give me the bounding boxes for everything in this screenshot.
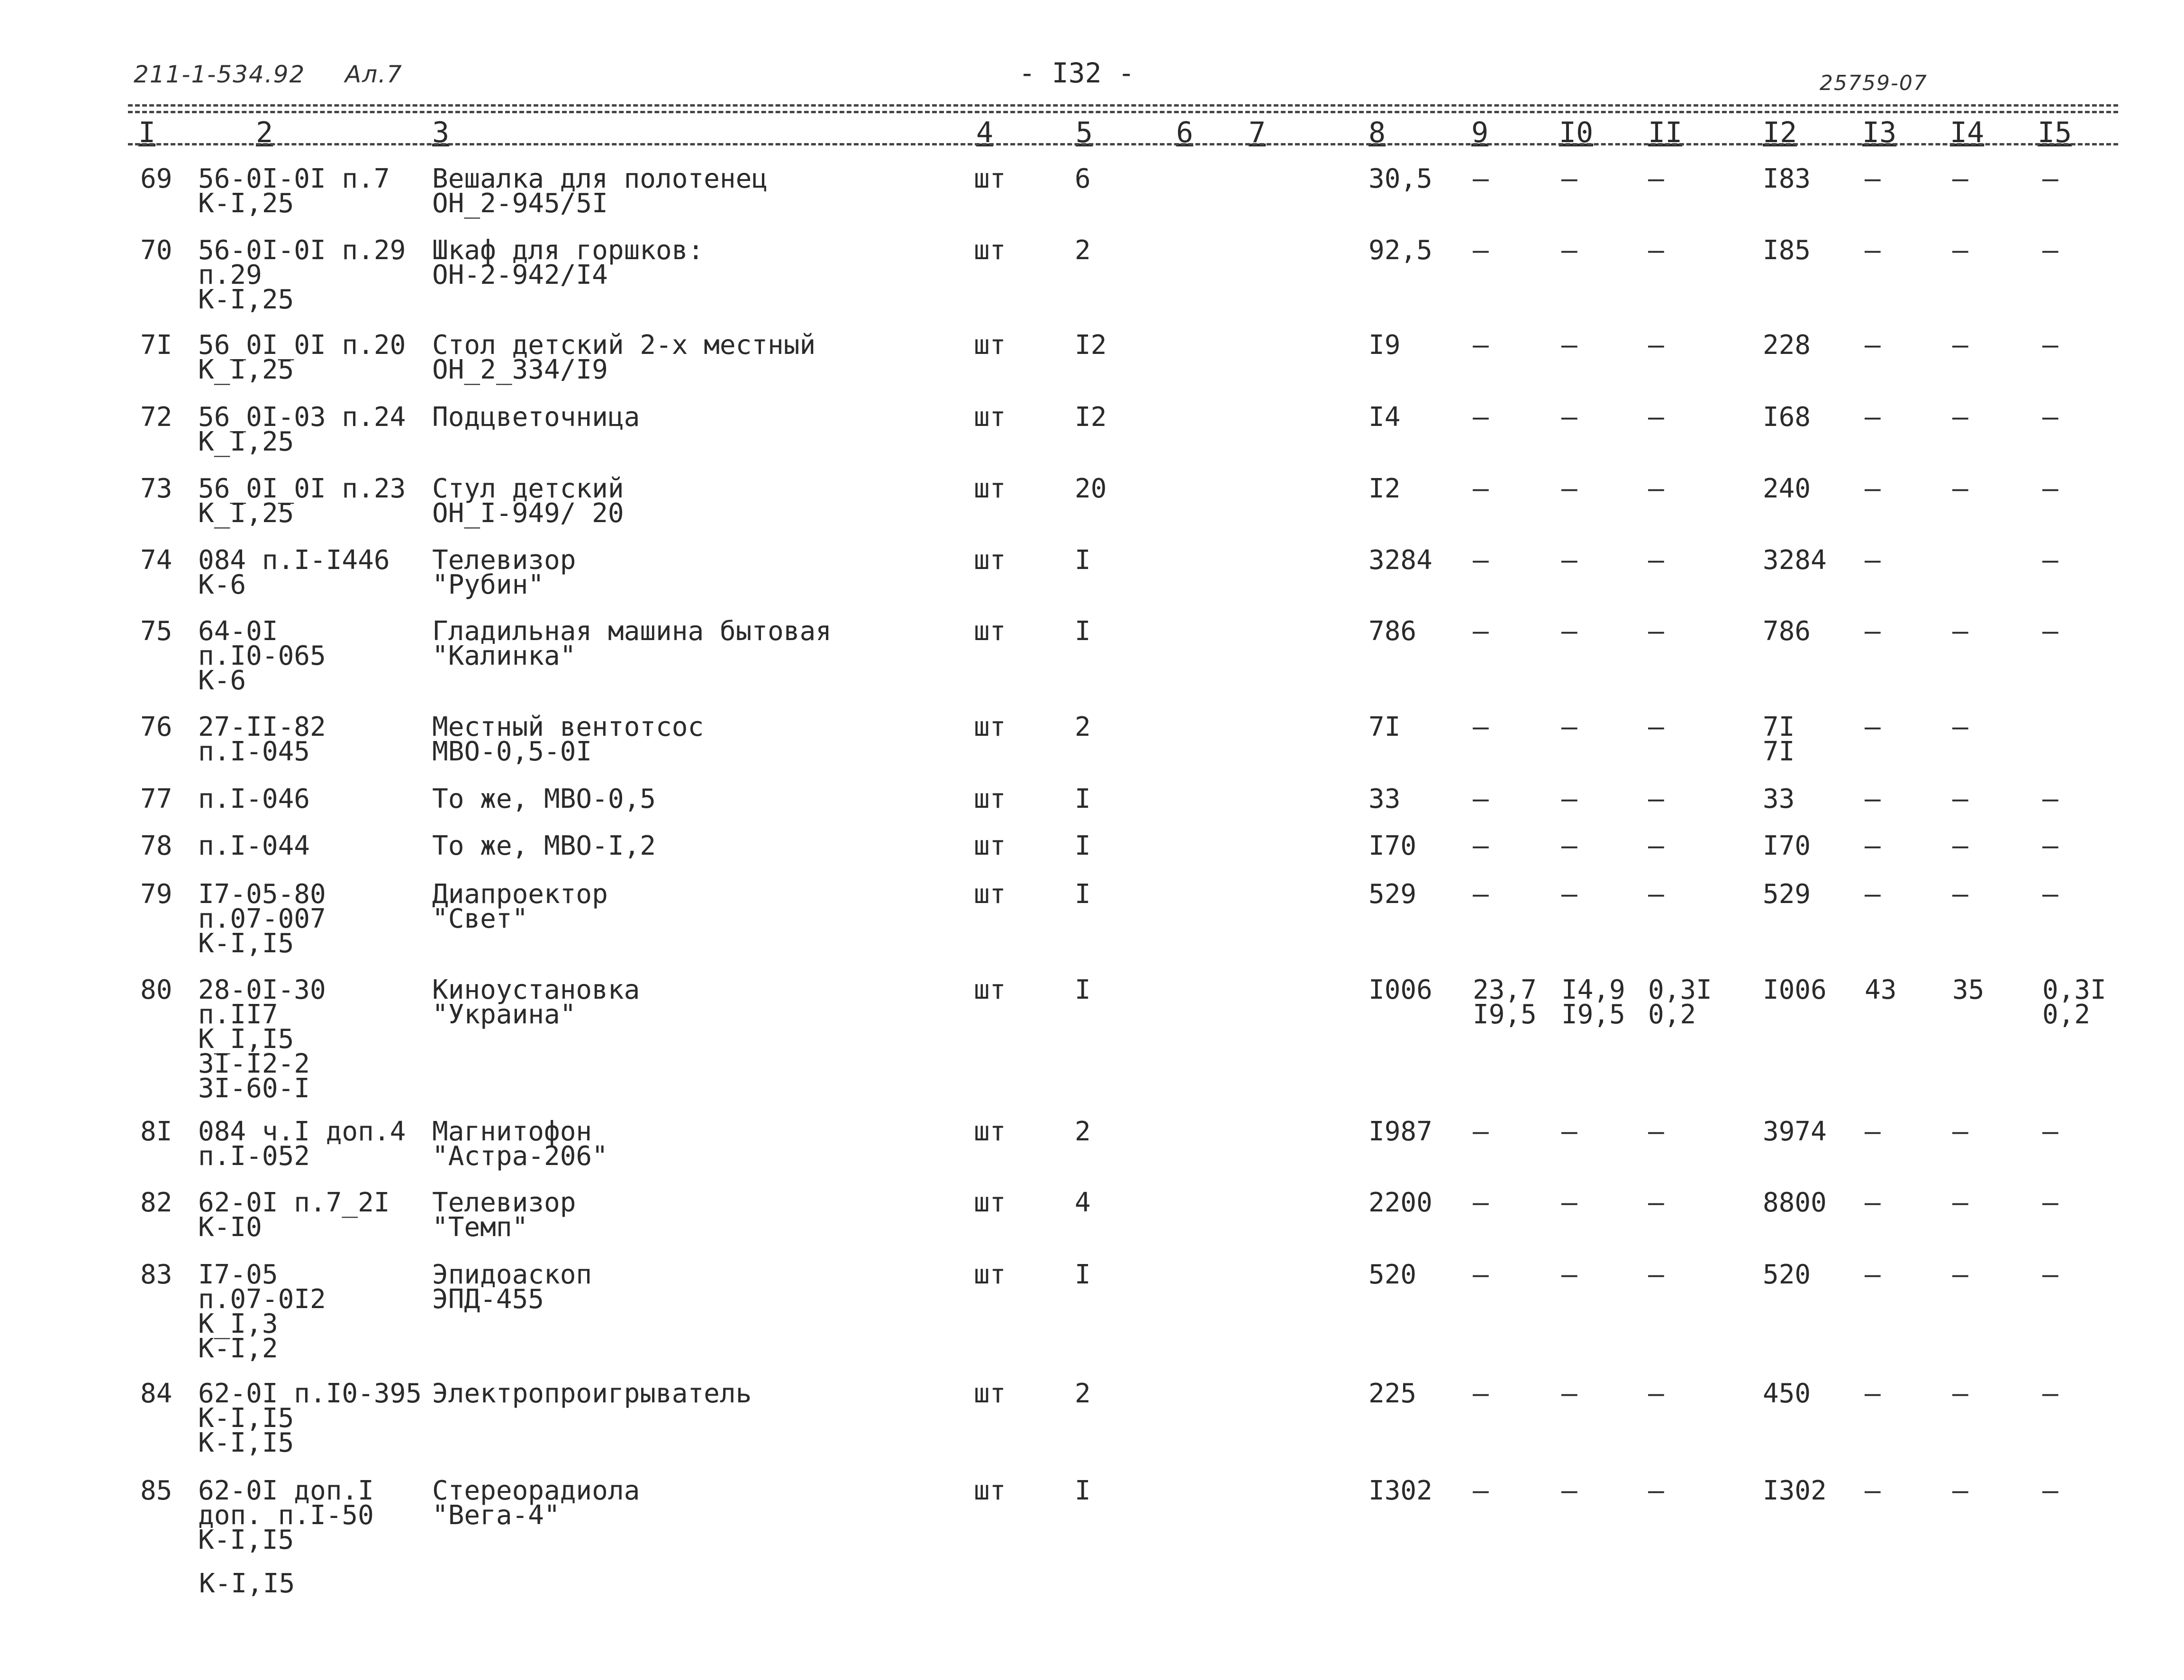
row-number: 76 (140, 712, 172, 742)
price-code: 56-0I-0I п.7 К-I,25 (198, 163, 390, 219)
unit: шт (974, 712, 1006, 742)
total-cost: 8800 (1763, 1187, 1827, 1218)
col-11: – (1648, 1116, 1664, 1147)
col-15: – (2042, 879, 2058, 910)
col-10: – (1561, 235, 1577, 266)
col-14: – (1952, 1475, 1968, 1506)
item-name: Вешалка для полотенец ОН_2-945/5I (432, 163, 768, 219)
col-10: – (1561, 330, 1577, 361)
column-number: 9 (1471, 116, 1489, 149)
col-15: – (2042, 616, 2058, 647)
col-11: – (1648, 831, 1664, 861)
column-number: I (138, 116, 156, 149)
col-14: – (1952, 616, 1968, 647)
col-13: – (1865, 473, 1881, 504)
total-cost: I302 (1763, 1475, 1827, 1506)
price-code: п.I-046 (198, 784, 310, 814)
col-13: – (1865, 1475, 1881, 1506)
total-cost: 3284 (1763, 545, 1827, 576)
total-cost: 529 (1763, 879, 1811, 910)
price-code: I7-05 п.07-0I2 К_I,3 К-I,2 (198, 1259, 326, 1364)
item-name: Эпидоаскоп ЭПД-455 (432, 1259, 592, 1315)
col-13: – (1865, 712, 1881, 742)
col-9: – (1473, 784, 1489, 814)
quantity: I (1075, 975, 1091, 1005)
unit: шт (974, 616, 1006, 647)
col-14: – (1952, 1116, 1968, 1147)
price-code: 084 п.I-I446 К-6 (198, 545, 390, 600)
col-9: – (1473, 545, 1489, 576)
total-cost: 450 (1763, 1378, 1811, 1409)
unit-cost: 520 (1368, 1259, 1417, 1290)
total-cost: 3974 (1763, 1116, 1827, 1147)
col-15: – (2042, 163, 2058, 194)
col-15: 0,3I 0,2 (2042, 975, 2106, 1030)
unit-cost: I4 (1368, 402, 1401, 433)
col-14: – (1952, 879, 1968, 910)
total-cost: I83 (1763, 163, 1811, 194)
col-13: – (1865, 235, 1881, 266)
quantity: 2 (1075, 1378, 1091, 1409)
col-14: – (1952, 1378, 1968, 1409)
column-number: 4 (976, 116, 994, 149)
row-number: 78 (140, 831, 172, 861)
unit: шт (974, 473, 1006, 504)
quantity: I2 (1075, 402, 1107, 433)
col-10: – (1561, 784, 1577, 814)
col-11: – (1648, 1475, 1664, 1506)
header-divider-bottom (128, 143, 2118, 145)
col-10: – (1561, 402, 1577, 433)
item-name: Магнитофон "Астра-206" (432, 1116, 608, 1172)
col-9: – (1473, 879, 1489, 910)
quantity: 2 (1075, 1116, 1091, 1147)
col-14: – (1952, 330, 1968, 361)
row-number: 72 (140, 402, 172, 433)
column-number: I0 (1559, 116, 1594, 149)
col-13: 43 (1865, 975, 1897, 1005)
unit: шт (974, 784, 1006, 814)
col-15: – (2042, 784, 2058, 814)
unit-cost: 2200 (1368, 1187, 1432, 1218)
unit-cost: I302 (1368, 1475, 1432, 1506)
column-number: II (1648, 116, 1683, 149)
header-divider-top-2 (128, 111, 2118, 113)
unit: шт (974, 1187, 1006, 1218)
price-code: 62-0I п.I0-395 К-I,I5 К-I,I5 (198, 1378, 422, 1458)
col-10: – (1561, 712, 1577, 742)
col-13: – (1865, 831, 1881, 861)
col-10: – (1561, 1116, 1577, 1147)
row-number: 69 (140, 163, 172, 194)
col-10: – (1561, 1475, 1577, 1506)
unit-cost: 225 (1368, 1378, 1417, 1409)
col-15: – (2042, 235, 2058, 266)
document-code: 211-1-534.92 (134, 61, 306, 88)
col-14: – (1952, 712, 1968, 742)
unit: шт (974, 1116, 1006, 1147)
item-name: Киноустановка "Украина" (432, 975, 640, 1030)
unit: шт (974, 1475, 1006, 1506)
unit: шт (974, 1259, 1006, 1290)
col-13: – (1865, 330, 1881, 361)
col-9: – (1473, 1378, 1489, 1409)
column-number: 2 (256, 116, 273, 149)
col-9: – (1473, 616, 1489, 647)
price-code: I7-05-80 п.07-007 К-I,I5 (198, 879, 326, 959)
col-9: – (1473, 235, 1489, 266)
row-number: 75 (140, 616, 172, 647)
col-14: – (1952, 163, 1968, 194)
col-13: – (1865, 879, 1881, 910)
archive-number: 25759-07 (1820, 71, 1928, 95)
unit-cost: I9 (1368, 330, 1401, 361)
col-11: – (1648, 1259, 1664, 1290)
quantity: I (1075, 616, 1091, 647)
unit: шт (974, 330, 1006, 361)
col-15: – (2042, 831, 2058, 861)
quantity: I (1075, 545, 1091, 576)
row-number: 84 (140, 1378, 172, 1409)
item-name: Диапроектор "Свет" (432, 879, 608, 934)
unit-cost: 3284 (1368, 545, 1432, 576)
continuation-note: К-I,I5 (199, 1568, 295, 1599)
col-15: – (2042, 1116, 2058, 1147)
col-9: – (1473, 1187, 1489, 1218)
total-cost: 33 (1763, 784, 1795, 814)
col-15: – (2042, 1187, 2058, 1218)
price-code: 28-0I-30 п.II7 К_I,I5 3I-I2-2 3I-60-I (198, 975, 326, 1104)
total-cost: 786 (1763, 616, 1811, 647)
item-name: Телевизор "Рубин" (432, 545, 576, 600)
col-10: – (1561, 473, 1577, 504)
row-number: 79 (140, 879, 172, 910)
price-code: 56_0I_0I п.20 К_I,25 (198, 330, 406, 385)
col-15: – (2042, 1475, 2058, 1506)
col-15: – (2042, 330, 2058, 361)
price-code: 084 ч.I доп.4 п.I-052 (198, 1116, 406, 1172)
col-14: – (1952, 784, 1968, 814)
col-13: – (1865, 616, 1881, 647)
price-code: 56-0I-0I п.29 п.29 К-I,25 (198, 235, 406, 315)
item-name: Телевизор "Темп" (432, 1187, 576, 1243)
col-11: – (1648, 712, 1664, 742)
col-15: – (2042, 1378, 2058, 1409)
col-11: – (1648, 402, 1664, 433)
unit-cost: 33 (1368, 784, 1401, 814)
row-number: 82 (140, 1187, 172, 1218)
unit-cost: I70 (1368, 831, 1417, 861)
price-code: 62-0I п.7_2I К-I0 (198, 1187, 390, 1243)
unit-cost: 92,5 (1368, 235, 1432, 266)
quantity: 2 (1075, 235, 1091, 266)
page-number: - I32 - (1019, 57, 1135, 89)
item-name: Стереорадиола "Вега-4" (432, 1475, 640, 1531)
total-cost: 240 (1763, 473, 1811, 504)
header-divider-top (128, 104, 2118, 107)
col-15: – (2042, 545, 2058, 576)
col-11: – (1648, 163, 1664, 194)
unit: шт (974, 879, 1006, 910)
price-code: 56_0I_0I п.23 К_I,25 (198, 473, 406, 529)
total-cost: 520 (1763, 1259, 1811, 1290)
quantity: 4 (1075, 1187, 1091, 1218)
column-number: 7 (1249, 116, 1266, 149)
unit-cost: 30,5 (1368, 163, 1432, 194)
price-code: 62-0I доп.I доп. п.I-50 К-I,I5 (198, 1475, 374, 1555)
col-14: – (1952, 235, 1968, 266)
row-number: 70 (140, 235, 172, 266)
col-9: – (1473, 163, 1489, 194)
item-name: То же, МВО-I,2 (432, 831, 656, 861)
col-14: 35 (1952, 975, 1985, 1005)
col-11: – (1648, 330, 1664, 361)
col-11: – (1648, 784, 1664, 814)
col-9: – (1473, 1116, 1489, 1147)
col-15: – (2042, 402, 2058, 433)
quantity: I (1075, 1259, 1091, 1290)
item-name: Подцветочница (432, 402, 640, 433)
col-9: – (1473, 1475, 1489, 1506)
col-11: 0,3I 0,2 (1648, 975, 1712, 1030)
col-10: I4,9 I9,5 (1561, 975, 1625, 1030)
unit: шт (974, 975, 1006, 1005)
quantity: I (1075, 784, 1091, 814)
price-code: 27-II-82 п.I-045 (198, 712, 326, 767)
unit-cost: I2 (1368, 473, 1401, 504)
row-number: 83 (140, 1259, 172, 1290)
col-9: – (1473, 330, 1489, 361)
col-10: – (1561, 163, 1577, 194)
col-15: – (2042, 473, 2058, 504)
col-11: – (1648, 473, 1664, 504)
col-13: – (1865, 1259, 1881, 1290)
total-cost: 228 (1763, 330, 1811, 361)
unit: шт (974, 163, 1006, 194)
unit: шт (974, 831, 1006, 861)
row-number: 77 (140, 784, 172, 814)
col-9: 23,7 I9,5 (1473, 975, 1537, 1030)
col-14: – (1952, 1259, 1968, 1290)
sheet-label: Ал.7 (345, 61, 403, 88)
row-number: 74 (140, 545, 172, 576)
row-number: 85 (140, 1475, 172, 1506)
quantity: I (1075, 1475, 1091, 1506)
item-name: Стул детский ОН_I-949/ 20 (432, 473, 624, 529)
total-cost: I006 (1763, 975, 1827, 1005)
col-11: – (1648, 545, 1664, 576)
col-13: – (1865, 163, 1881, 194)
col-10: – (1561, 1378, 1577, 1409)
col-13: – (1865, 545, 1881, 576)
column-number: I2 (1763, 116, 1797, 149)
col-9: – (1473, 1259, 1489, 1290)
column-number: 8 (1368, 116, 1386, 149)
col-13: – (1865, 402, 1881, 433)
item-name: Гладильная машина бытовая "Калинка" (432, 616, 832, 671)
col-10: – (1561, 545, 1577, 576)
col-11: – (1648, 235, 1664, 266)
col-14: – (1952, 473, 1968, 504)
row-number: 8I (140, 1116, 172, 1147)
column-number: I4 (1950, 116, 1985, 149)
col-10: – (1561, 879, 1577, 910)
col-9: – (1473, 712, 1489, 742)
row-number: 80 (140, 975, 172, 1005)
col-10: – (1561, 1187, 1577, 1218)
total-cost: I85 (1763, 235, 1811, 266)
column-number: 3 (432, 116, 450, 149)
col-13: – (1865, 1116, 1881, 1147)
col-13: – (1865, 784, 1881, 814)
price-code: 56_0I-03 п.24 К_I,25 (198, 402, 406, 457)
row-number: 73 (140, 473, 172, 504)
col-14: – (1952, 831, 1968, 861)
unit: шт (974, 402, 1006, 433)
col-15: – (2042, 1259, 2058, 1290)
col-11: – (1648, 879, 1664, 910)
quantity: 20 (1075, 473, 1107, 504)
col-11: – (1648, 1378, 1664, 1409)
unit-cost: 529 (1368, 879, 1417, 910)
unit-cost: I006 (1368, 975, 1432, 1005)
quantity: 6 (1075, 163, 1091, 194)
price-code: 64-0I п.I0-065 К-6 (198, 616, 326, 696)
unit-cost: 786 (1368, 616, 1417, 647)
item-name: Местный вентотсос МВО-0,5-0I (432, 712, 704, 767)
item-name: Стол детский 2-х местный ОН_2_334/I9 (432, 330, 816, 385)
quantity: I (1075, 831, 1091, 861)
col-13: – (1865, 1187, 1881, 1218)
col-14: – (1952, 402, 1968, 433)
col-11: – (1648, 616, 1664, 647)
unit: шт (974, 545, 1006, 576)
column-number: I3 (1862, 116, 1897, 149)
row-number: 7I (140, 330, 172, 361)
column-number: 5 (1076, 116, 1093, 149)
unit-cost: I987 (1368, 1116, 1432, 1147)
quantity: I (1075, 879, 1091, 910)
total-cost: I68 (1763, 402, 1811, 433)
col-10: – (1561, 831, 1577, 861)
unit: шт (974, 235, 1006, 266)
item-name: Электропроигрыватель (432, 1378, 752, 1409)
col-13: – (1865, 1378, 1881, 1409)
total-cost: I70 (1763, 831, 1811, 861)
col-10: – (1561, 616, 1577, 647)
col-10: – (1561, 1259, 1577, 1290)
unit-cost: 7I (1368, 712, 1401, 742)
price-code: п.I-044 (198, 831, 310, 861)
col-14: – (1952, 1187, 1968, 1218)
item-name: Шкаф для горшков: ОН-2-942/I4 (432, 235, 704, 290)
column-number: 6 (1176, 116, 1194, 149)
column-number-row (0, 116, 2184, 154)
col-9: – (1473, 473, 1489, 504)
total-cost: 7I 7I (1763, 712, 1795, 767)
col-9: – (1473, 831, 1489, 861)
item-name: То же, МВО-0,5 (432, 784, 656, 814)
col-9: – (1473, 402, 1489, 433)
quantity: I2 (1075, 330, 1107, 361)
column-number: I5 (2038, 116, 2072, 149)
unit: шт (974, 1378, 1006, 1409)
col-11: – (1648, 1187, 1664, 1218)
quantity: 2 (1075, 712, 1091, 742)
